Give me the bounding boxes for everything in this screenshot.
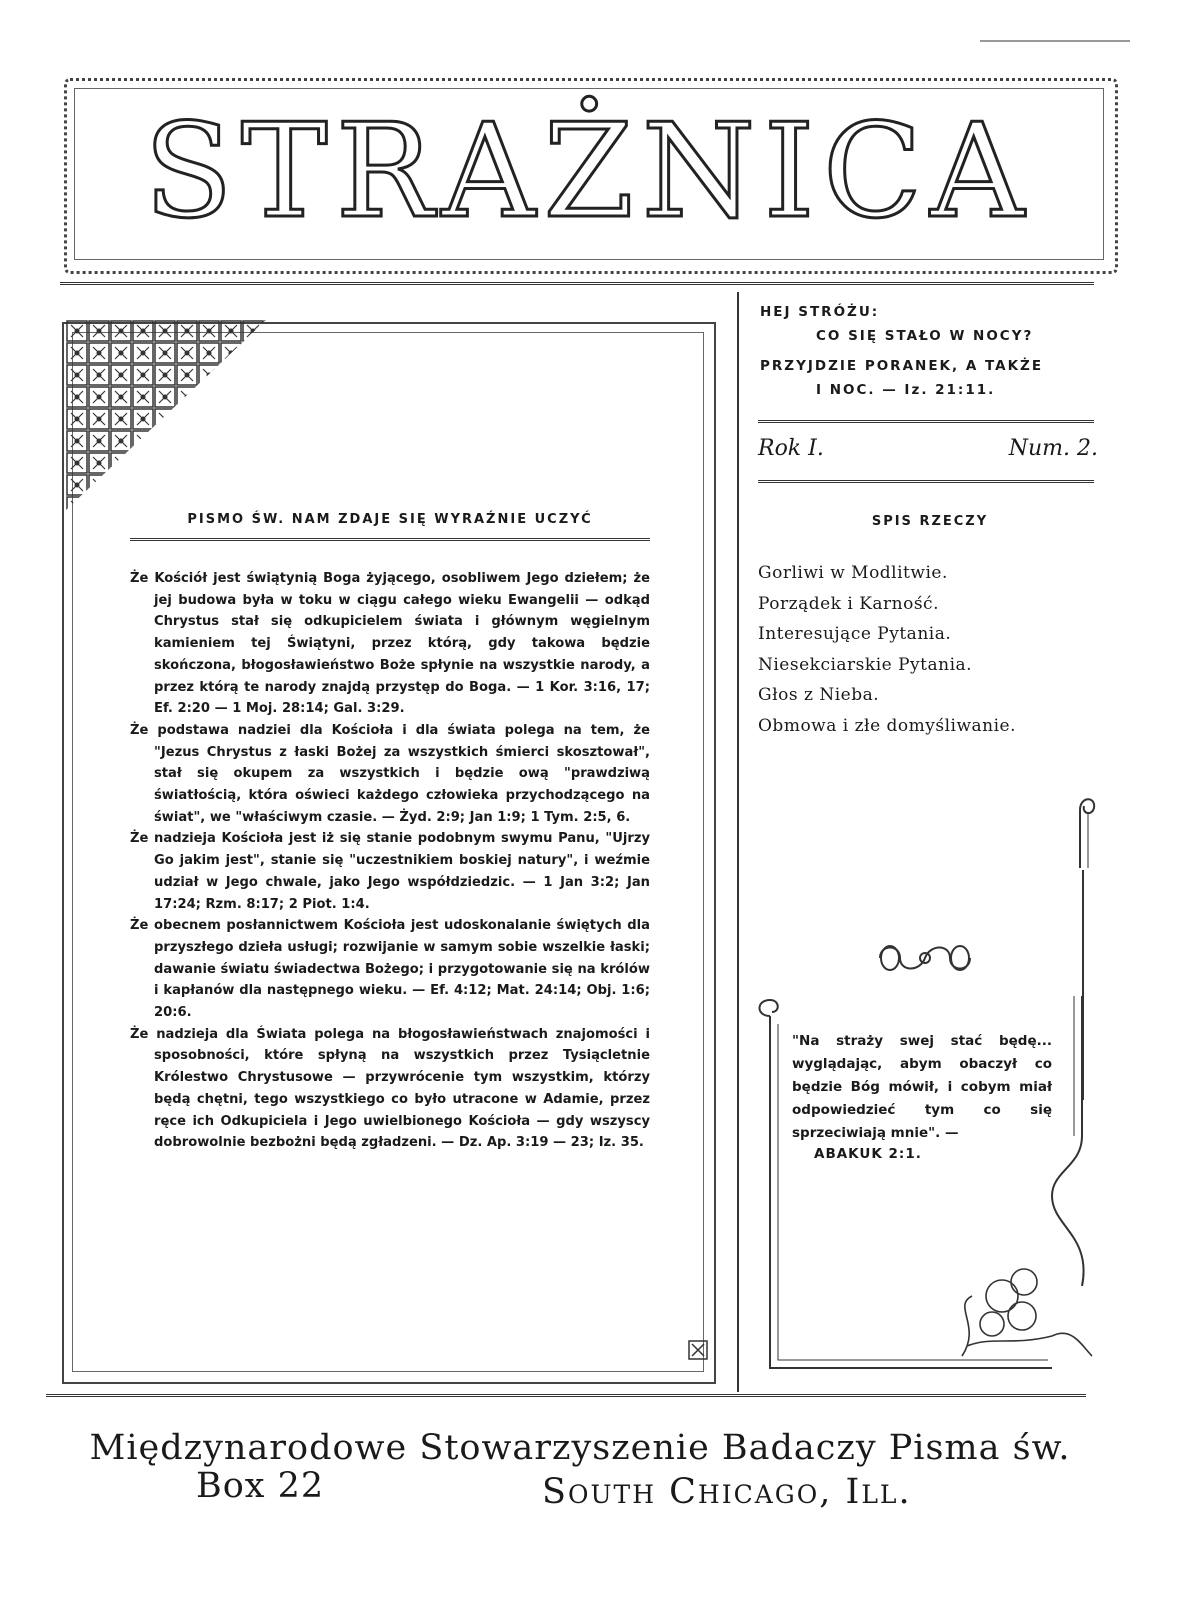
corner-lattice-ornament [66,320,266,520]
doctrine-statement: Że obecnem posłannictwem Kościoła jest udoskonalanie świętych dla przyszłego dzieła usługi; rozwijanie w samym sobie wszelkie łaski; dawanie światu świadectwa Bożego; i przygotowanie się na królów i kapłanów dla następnego wieku. — Ef. 4:12; Mat. 24:14; Obj. 1:6; 20:6. [130,918,650,1021]
doctrine-statement: Że nadzieja dla Świata polega na błogosławieństwach znajomości i sposobności, które spłyną na wszystkich przez Tysiącletnie Królestwo Chrystusowe — przywrócenie tym wszystkim, którzy będą chętni, tego wszystkiego co było utracone w Adamie, przez ręce ich Odkupiciela i Jego uwielbionego Kościoła — gdy wszyscy dobrowolnie bezbożni będą zgładzeni. — Dz. Ap. 3:19 — 23; Iz. 35. [130,1026,650,1151]
corner-square-ornament [688,1340,708,1360]
contents-heading: SPIS RZECZY [871,514,989,529]
scroll-ornament [870,936,980,980]
masthead-title: STRAŻNICA [143,95,1033,247]
city: South Chicago, Ill. [542,1472,912,1512]
doctrine-heading-rule [130,538,650,541]
doctrine-statement: Że Kościół jest świątynią Boga żyjącego, osobliwem Jego dziełem; że jej budowa była w toku w ciągu całego wieku Ewangelii — odkąd Chrystus stał się odkupicielem świata i głównym węgielnym kamieniem tej Świątyni, przez którą, gdy takowa będzie skończona, błogosławieństwo Boże spłynie na wszystkie narody, a przez którą te narody znajdą przystęp do Boga. — 1 Kor. 3:16, 17; Ef. 2:20 — 1 Moj. 28:14; Gal. 3:29. [130,571,650,717]
issue-bottom-rule [758,480,1094,483]
doctrine-statements [130,568,650,1154]
issue-line [758,436,1098,466]
publisher-name: Międzynarodowe Stowarzyszenie Badaczy Pisma św. [89,1428,1071,1468]
motto [760,300,1100,402]
contents-item: Interesujące Pytania. [758,624,952,644]
motto-line: HEJ STRÓŻU: [760,304,880,320]
masthead-rule [60,282,1094,285]
top-corner-rule [980,40,1130,42]
motto-line: I NOC. — Iz. 21:11. [816,382,996,398]
motto-line: CO SIĘ STAŁO W NOCY? [816,328,1034,344]
column-divider [737,292,739,1392]
issue-number: Num. 2. [1008,436,1098,461]
doctrine-statement: Że nadzieja Kościoła jest iż się stanie podobnym swymu Panu, "Ujrzy Go jakim jest", stanie się "uczestnikiem boskiej natury", i weźmie udział w Jego chwale, jako Jego współdziedzic. — 1 Jan 3:2; Jan 17:24; Rzm. 8:17; 2 Piot. 1:4. [130,831,650,912]
contents-list [758,558,1098,741]
issue-year: Rok I. [758,436,824,461]
footer-rule [46,1394,1086,1397]
quote-frame-scroll-top [1060,790,1100,870]
quote-text: "Na straży swej stać będę... wyglądając, abym obaczył co będzie Bóg mówił, i cobym miał odpowiedzieć tym co się sprzeciwiają mnie". — [792,1033,1052,1141]
motto-line: PRZYJDZIE PORANEK, A TAKŻE [760,358,1044,374]
contents-item: Obmowa i złe domyśliwanie. [758,715,1017,736]
postal-box: Box 22 [196,1466,325,1506]
quote-frame-right-line [1082,870,1084,1100]
issue-top-rule [758,420,1094,423]
contents-item: Gorliwi w Modlitwie. [758,563,948,583]
contents-item: Niesekciarskie Pytania. [758,654,973,675]
doctrine-heading: PISMO ŚW. NAM ZDAJE SIĘ WYRAŹNIE UCZYĆ [187,512,593,527]
doctrine-statement: Że podstawa nadziei dla Kościoła i dla świata polega na tem, że "Jezus Chrystus z łaski Bożej za wszystkich śmierci skosztował", stał się okupem za wszystkich i będzie ową "prawdziwą światłością, która oświeci każdego człowieka przychodzącego na świat", we "właściwym czasie. — Żyd. 2:9; Jan 1:9; 1 Tym. 2:5, 6. [130,722,650,825]
quote-citation: ABAKUK 2:1. [814,1146,922,1162]
contents-item: Głos z Nieba. [758,685,880,705]
contents-item: Porządek i Karność. [758,593,939,614]
